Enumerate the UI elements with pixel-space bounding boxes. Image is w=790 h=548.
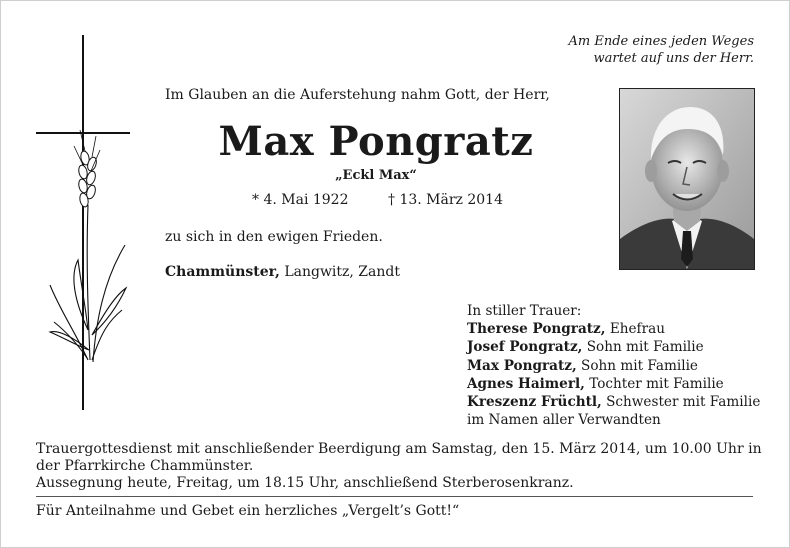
mourner-row (467, 338, 760, 356)
service-info (36, 441, 762, 492)
motto-line-2: wartet auf uns der Herr. (593, 51, 754, 66)
portrait-image (620, 89, 754, 269)
mourner-relation: Schwester mit Familie (601, 394, 761, 411)
mourner-row (467, 320, 760, 338)
motto (540, 33, 754, 67)
mourner-row (467, 357, 760, 375)
place-rest: Langwitz, Zandt (279, 264, 400, 280)
deceased-name: Max Pongratz (218, 118, 534, 165)
mourner-relation: Ehefrau (605, 321, 665, 338)
mourner-name: Josef Pongratz, (467, 339, 583, 356)
service-line-2: der Pfarrkirche Chammünster. (36, 458, 254, 474)
divider (36, 496, 753, 497)
mourner-name: Kreszenz Früchtl, (467, 394, 602, 411)
mourner-name: Therese Pongratz, (467, 321, 606, 338)
mourners-heading: In stiller Trauer: (467, 303, 582, 319)
mourner-relation: Sohn mit Familie (582, 339, 704, 356)
mourner-row (467, 375, 760, 393)
places (165, 264, 400, 280)
mourner-relation: Tochter mit Familie (584, 375, 724, 392)
place-main: Chammünster, (165, 264, 280, 280)
mourner-row (467, 393, 760, 411)
service-line-1: Trauergottesdienst mit anschließender Beerdigung am Samstag, den 15. März 2014, um 10.00 Uhr in (36, 441, 762, 457)
mourners-list (467, 302, 760, 429)
mourner-relation: Sohn mit Familie (576, 357, 698, 374)
cross-with-wheat-icon (30, 30, 140, 415)
death-date: † 13. März 2014 (388, 192, 503, 208)
mourner-name: Agnes Haimerl, (467, 375, 585, 392)
mourners-footer: im Namen aller Verwandten (467, 412, 661, 429)
frame-left (0, 0, 1, 548)
portrait-photo (619, 88, 755, 270)
service-line-3: Aussegnung heute, Freitag, um 18.15 Uhr, anschließend Sterberosenkranz. (36, 475, 574, 491)
motto-line-1: Am Ende eines jeden Weges (568, 34, 754, 49)
birth-date: * 4. Mai 1922 (252, 192, 349, 208)
nickname: „Eckl Max“ (335, 168, 417, 183)
peace-text: zu sich in den ewigen Frieden. (165, 229, 383, 245)
frame-top (0, 0, 790, 1)
intro-text: Im Glauben an die Auferstehung nahm Gott, der Herr, (165, 87, 550, 103)
thanks-text: Für Anteilnahme und Gebet ein herzliches „Vergelt’s Gott!“ (36, 503, 460, 519)
mourner-name: Max Pongratz, (467, 357, 577, 374)
